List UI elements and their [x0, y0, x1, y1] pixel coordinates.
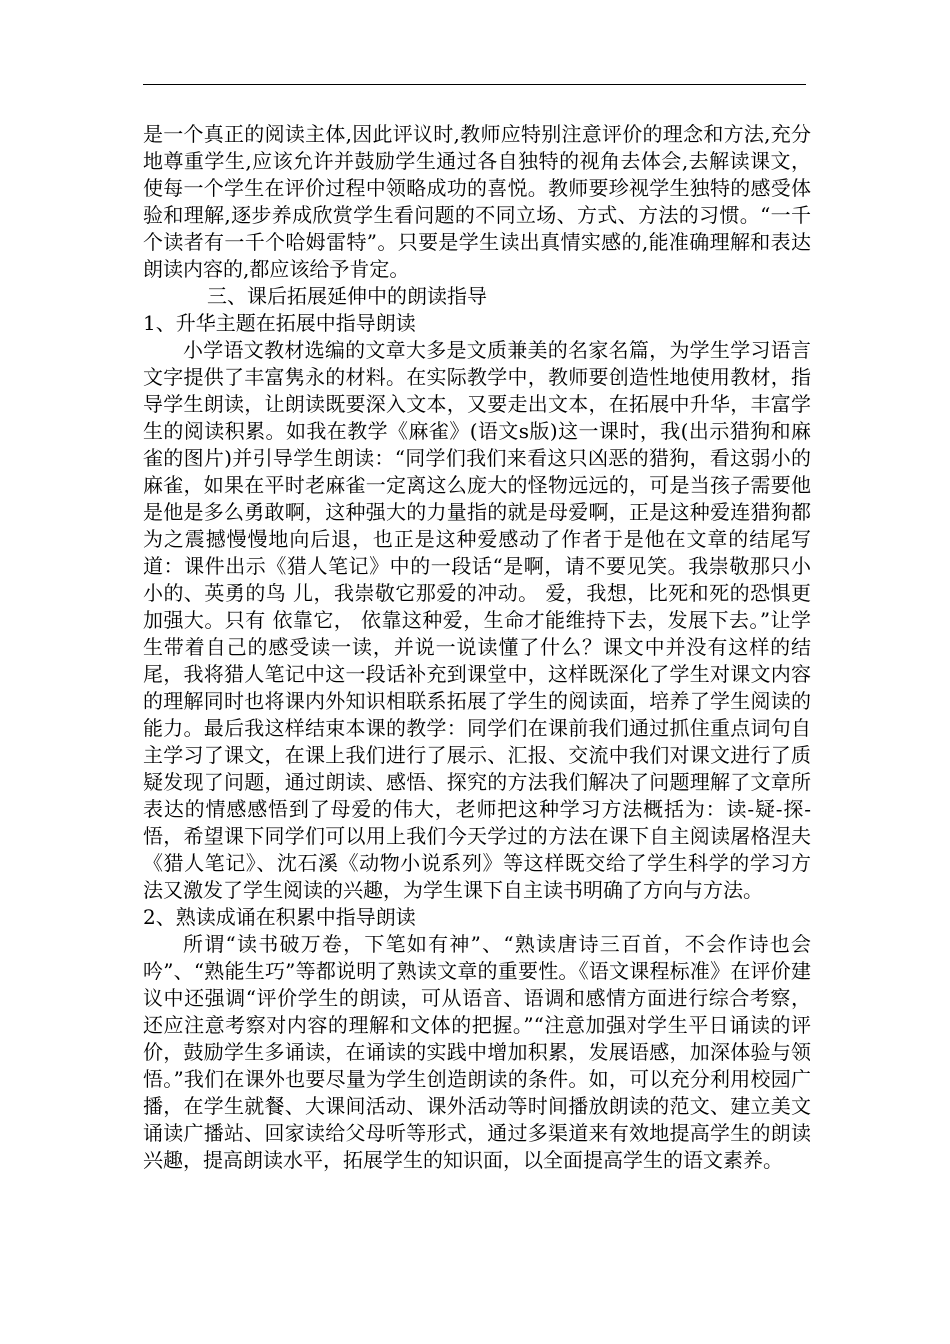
section-heading-3: 三、课后拓展延伸中的朗读指导 [207, 284, 487, 308]
paragraph-extension-reading: 小学语文教材选编的文章大多是文质兼美的名家名篇，为学生学习语言文字提供了丰富隽永的材料。在实际教学中，教师要创造性地使用教材，指导学生朗读，让朗读既要深入文本，又要走出文本，在拓展中升华，丰富学生的阅读积累。如我在教学《麻雀》(语文s版)这一课时，我(出示猎狗和麻雀的图片)并引导学生朗读：“同学们我们来看这只凶恶的猎狗，看这弱小的麻雀，如果在平时老麻雀一定离这么庞大的怪物远远的，可是当孩子需要他是他是多么勇敢啊，这种强大的力量指的就是母爱啊，正是这种爱连猎狗都为之震撼慢慢地向后退，也正是这种爱感动了作者于是他在文章的结尾写道：课件出示《猎人笔记》中的一段话“是啊，请不要见笑。我崇敬那只小小的、英勇的鸟 儿，我崇敬它那爱的冲动。 爱，我想，比死和死的恐惧更加强大。只有 依靠它， 依靠这种爱，生命才能维持下去，发展下去。”让学生带着自己的感受读一读，并说一说读懂了什么？课文中并没有这样的结尾，我将猎人笔记中这一段话补充到课堂中，这样既深化了学生对课文内容的理解同时也将课内外知识相联系拓展了学生的阅读面，培养了学生阅读的能力。最后我这样结束本课的教学：同学们在课前我们通过抓住重点词句自主学习了课文，在课上我们进行了展示、汇报、交流中我们对课文进行了质疑发现了问题，通过朗读、感悟、探究的方法我们解决了问题理解了文章所表达的情感感悟到了母爱的伟大，老师把这种学习方法概括为：读-疑-探-悟，希望课下同学们可以用上我们今天学过的方法在课下自主阅读屠格涅夫《猎人笔记》、沈石溪《动物小说系列》等这样既交给了学生科学的学习方法又激发了学生阅读的兴趣，为学生课下自主读书明确了方向与方法。 [143, 338, 811, 902]
subheading-1: 1、升华主题在拓展中指导朗读 [143, 311, 416, 335]
subheading-2: 2、熟读成诵在积累中指导朗读 [143, 905, 416, 929]
header-rule [143, 84, 806, 85]
document-body [143, 121, 811, 1174]
paragraph-recitation: 所谓“读书破万卷，下笔如有神”、“熟读唐诗三百首，不会作诗也会吟”、“熟能生巧”等都说明了熟读文章的重要性。《语文课程标准》在评价建议中还强调“评价学生的朗读，可从语音、语调和感情方面进行综合考察，还应注意考察对内容的理解和文体的把握。”“注意加强对学生平日诵读的评价，鼓励学生多诵读，在诵读的实践中增加积累，发展语感，加深体验与领悟。”我们在课外也要尽量为学生创造朗读的条件。如，可以充分利用校园广播，在学生就餐、大课间活动、课外活动等时间播放朗读的范文、建立美文诵读广播站、回家读给父母听等形式，通过多渠道来有效地提高学生的朗读兴趣，提高朗读水平，拓展学生的知识面，以全面提高学生的语文素养。 [143, 932, 811, 1172]
paragraph-evaluation: 是一个真正的阅读主体,因此评议时,教师应特别注意评价的理念和方法,充分地尊重学生,应该允许并鼓励学生通过各自独特的视角去体会,去解读课文，使每一个学生在评价过程中领略成功的喜悦。教师要珍视学生独特的感受体验和理解,逐步养成欣赏学生看问题的不同立场、方式、方法的习惯。“一千个读者有一千个哈姆雷特”。只要是学生读出真情实感的,能准确理解和表达朗读内容的,都应该给予肯定。 [143, 122, 811, 281]
